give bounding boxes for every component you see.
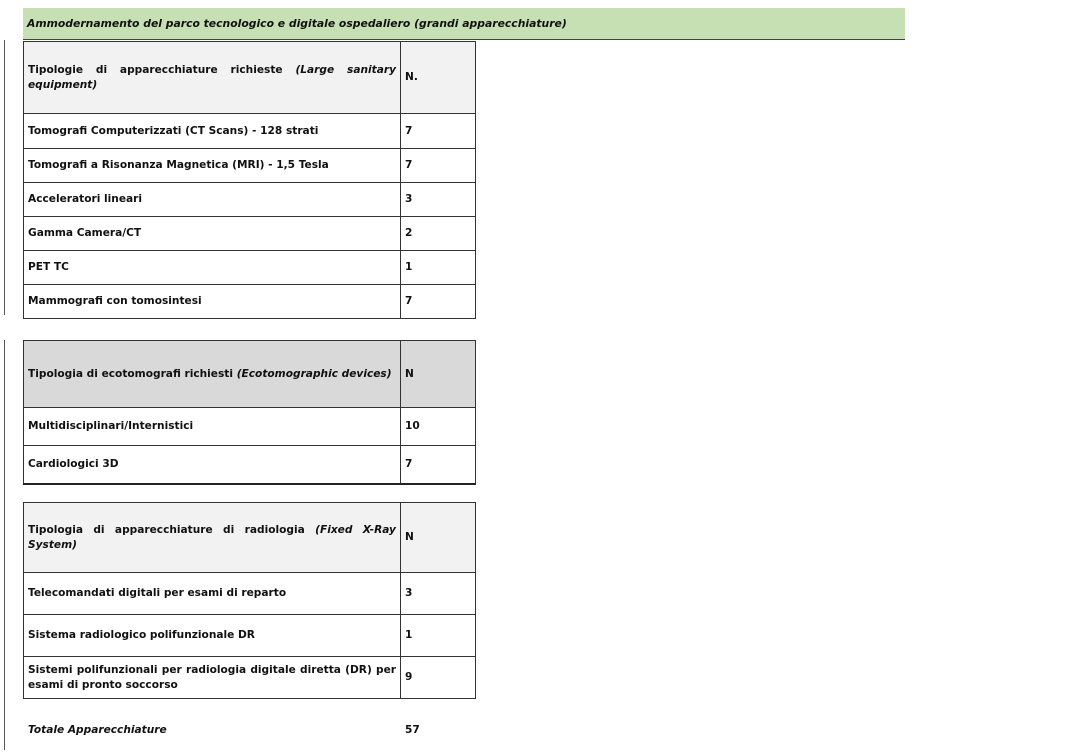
row-count: 3 bbox=[401, 183, 476, 217]
header-count-cell: N. bbox=[401, 42, 476, 114]
table-header-row bbox=[24, 341, 476, 408]
left-rule-upper bbox=[4, 40, 5, 315]
table-row bbox=[24, 114, 476, 149]
header-type-label: Tipologia di apparecchiature di radiologia bbox=[28, 523, 305, 536]
row-count: 7 bbox=[401, 114, 476, 149]
row-count: 7 bbox=[401, 285, 476, 319]
table-row bbox=[24, 573, 476, 615]
xray-table bbox=[23, 502, 476, 699]
row-label: Sistema radiologico polifunzionale DR bbox=[24, 615, 401, 657]
row-count: 1 bbox=[401, 251, 476, 285]
row-label: Cardiologici 3D bbox=[24, 446, 401, 484]
row-label: PET TC bbox=[24, 251, 401, 285]
total-value: 57 bbox=[405, 724, 420, 736]
header-count-cell: N bbox=[401, 341, 476, 408]
row-count: 7 bbox=[401, 149, 476, 183]
row-label: Sistemi polifunzionali per radiologia digitale diretta (DR) per esami di pronto soccorso bbox=[24, 657, 401, 699]
header-type-cell bbox=[24, 42, 401, 114]
table-header-row bbox=[24, 503, 476, 573]
table-row bbox=[24, 285, 476, 319]
row-label: Multidisciplinari/Internistici bbox=[24, 408, 401, 446]
header-type-cell bbox=[24, 503, 401, 573]
section-banner bbox=[23, 8, 905, 40]
table-row bbox=[24, 183, 476, 217]
row-label: Tomografi a Risonanza Magnetica (MRI) - 1,5 Tesla bbox=[24, 149, 401, 183]
table-header-row bbox=[24, 42, 476, 114]
header-type-label: Tipologia di ecotomografi richiesti bbox=[28, 367, 233, 380]
row-label: Mammografi con tomosintesi bbox=[24, 285, 401, 319]
row-count: 3 bbox=[401, 573, 476, 615]
row-count: 1 bbox=[401, 615, 476, 657]
table-row bbox=[24, 657, 476, 699]
header-type-label-en: (Ecotomographic devices) bbox=[236, 367, 392, 380]
row-label: Tomografi Computerizzati (CT Scans) - 128 strati bbox=[24, 114, 401, 149]
header-type-cell bbox=[24, 341, 401, 408]
row-count: 10 bbox=[401, 408, 476, 446]
row-label: Gamma Camera/CT bbox=[24, 217, 401, 251]
header-type-label: Tipologie di apparecchiature richieste bbox=[28, 63, 283, 76]
table-row bbox=[24, 251, 476, 285]
table-row bbox=[24, 408, 476, 446]
row-count: 9 bbox=[401, 657, 476, 699]
table-row bbox=[24, 615, 476, 657]
left-rule-lower bbox=[4, 340, 5, 750]
header-count-cell: N bbox=[401, 503, 476, 573]
row-count: 2 bbox=[401, 217, 476, 251]
header-type-label-en: (Large sanitary equipment) bbox=[28, 63, 396, 91]
header-type-label-en: (Fixed X-Ray System) bbox=[28, 523, 396, 551]
table-row bbox=[24, 149, 476, 183]
section-title: Ammodernamento del parco tecnologico e digitale ospedaliero (grandi apparecchiature) bbox=[27, 17, 567, 30]
row-label: Telecomandati digitali per esami di reparto bbox=[24, 573, 401, 615]
table-row bbox=[24, 446, 476, 484]
row-count: 7 bbox=[401, 446, 476, 484]
ecotomograph-table bbox=[23, 340, 476, 485]
total-label: Totale Apparecchiature bbox=[28, 724, 167, 736]
large-equipment-table bbox=[23, 41, 476, 319]
table-row bbox=[24, 217, 476, 251]
row-label: Acceleratori lineari bbox=[24, 183, 401, 217]
